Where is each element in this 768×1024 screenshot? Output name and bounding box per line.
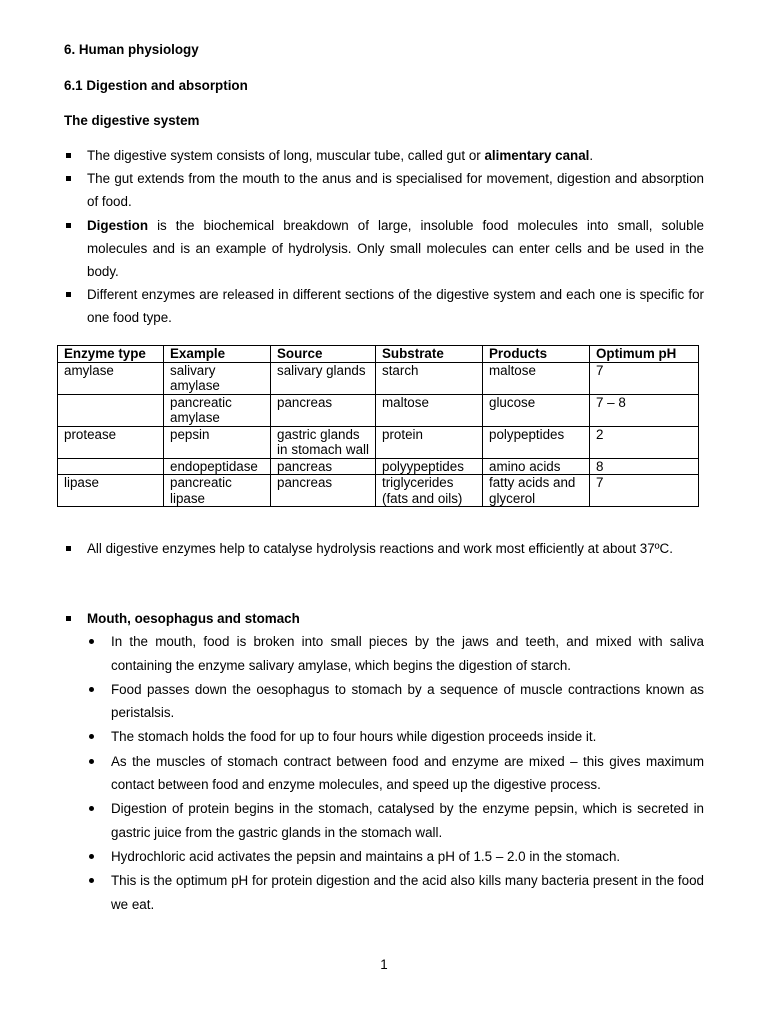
mouth-heading-list: [64, 607, 704, 630]
table-cell: glucose: [483, 394, 590, 426]
table-header-cell: Enzyme type: [58, 346, 164, 363]
round-bullet-icon: [89, 639, 94, 644]
square-bullet-icon: [66, 616, 71, 621]
list-item: The stomach holds the food for up to four hours while digestion proceeds inside it.: [88, 725, 704, 749]
bullet-item: Different enzymes are released in different sections of the digestive system and each one is specific for one food type.: [64, 283, 704, 329]
table-cell: amylase: [58, 362, 164, 394]
bullet-item: [64, 607, 704, 630]
table-header-cell: Example: [164, 346, 271, 363]
table-cell: polyypeptides: [376, 458, 483, 475]
round-bullet-icon: [89, 806, 94, 811]
square-bullet-icon: [66, 292, 71, 297]
table-cell: amino acids: [483, 458, 590, 475]
table-cell: 7: [590, 475, 699, 507]
list-item: Food passes down the oesophagus to stomach by a sequence of muscle contractions known as peristalsis.: [88, 678, 704, 725]
bullet-item: All digestive enzymes help to catalyse hydrolysis reactions and work most efficiently at about 37ºC.: [64, 537, 704, 560]
table-cell: maltose: [376, 394, 483, 426]
table-cell: protease: [58, 426, 164, 458]
table-cell: pancreas: [271, 475, 376, 507]
bullet-item: The gut extends from the mouth to the anus and is specialised for movement, digestion and absorption of food.: [64, 167, 704, 213]
bullet-item: Digestion is the biochemical breakdown of large, insoluble food molecules into small, soluble molecules and is an example of hydrolysis. Only small molecules can enter cells and be used in the body.: [64, 214, 704, 284]
enzyme-summary-list: [64, 537, 704, 560]
list-item: As the muscles of stomach contract between food and enzyme are mixed – this gives maximum contact between food and enzyme molecules, and speed up the digestive process.: [88, 750, 704, 797]
mouth-heading: Mouth, oesophagus and stomach: [87, 611, 300, 626]
round-bullet-icon: [89, 759, 94, 764]
table-header-cell: Products: [483, 346, 590, 363]
table-row: [58, 394, 699, 426]
table-row: [58, 362, 699, 394]
square-bullet-icon: [66, 176, 71, 181]
table-header-cell: Substrate: [376, 346, 483, 363]
table-cell: polypeptides: [483, 426, 590, 458]
round-bullet-icon: [89, 687, 94, 692]
table-cell: fatty acids and glycerol: [483, 475, 590, 507]
table-cell: pancreas: [271, 458, 376, 475]
list-item: Digestion of protein begins in the stomach, catalysed by the enzyme pepsin, which is secreted in gastric juice from the gastric glands in the stomach wall.: [88, 797, 704, 844]
page-number: 1: [380, 957, 388, 972]
round-bullet-icon: [89, 734, 94, 739]
table-cell: pancreas: [271, 394, 376, 426]
table-cell: 7: [590, 362, 699, 394]
table-cell: triglycerides (fats and oils): [376, 475, 483, 507]
table-cell: pancreatic lipase: [164, 475, 271, 507]
square-bullet-icon: [66, 546, 71, 551]
table-row: [58, 426, 699, 458]
table-cell: pepsin: [164, 426, 271, 458]
table-cell: gastric glands in stomach wall: [271, 426, 376, 458]
table-header-cell: Source: [271, 346, 376, 363]
round-bullet-icon: [89, 854, 94, 859]
table-row: [58, 475, 699, 507]
table-header-cell: Optimum pH: [590, 346, 699, 363]
table-cell: maltose: [483, 362, 590, 394]
list-item: This is the optimum pH for protein digestion and the acid also kills many bacteria present in the food we eat.: [88, 869, 704, 916]
square-bullet-icon: [66, 223, 71, 228]
mouth-bullet-list: [88, 630, 704, 917]
table-cell: 2: [590, 426, 699, 458]
subsection-heading: 6.1 Digestion and absorption: [64, 78, 248, 93]
table-cell: 7 – 8: [590, 394, 699, 426]
topic-heading: The digestive system: [64, 113, 200, 128]
table-cell: [58, 458, 164, 475]
table-row: [58, 458, 699, 475]
table-cell: salivary glands: [271, 362, 376, 394]
table-cell: pancreatic amylase: [164, 394, 271, 426]
square-bullet-icon: [66, 153, 71, 158]
section-heading: 6. Human physiology: [64, 42, 199, 57]
table-cell: endopeptidase: [164, 458, 271, 475]
table-cell: protein: [376, 426, 483, 458]
table-header-row: [58, 346, 699, 363]
list-item: Hydrochloric acid activates the pepsin and maintains a pH of 1.5 – 2.0 in the stomach.: [88, 845, 704, 869]
enzyme-table: [57, 345, 699, 507]
table-cell: [58, 394, 164, 426]
table-cell: salivary amylase: [164, 362, 271, 394]
list-item: In the mouth, food is broken into small pieces by the jaws and teeth, and mixed with saliva containing the enzyme salivary amylase, which begins the digestion of starch.: [88, 630, 704, 677]
table-cell: lipase: [58, 475, 164, 507]
table-cell: 8: [590, 458, 699, 475]
table-cell: starch: [376, 362, 483, 394]
round-bullet-icon: [89, 878, 94, 883]
bullet-item: The digestive system consists of long, muscular tube, called gut or alimentary canal.: [64, 144, 704, 167]
intro-bullet-list: [64, 144, 704, 330]
